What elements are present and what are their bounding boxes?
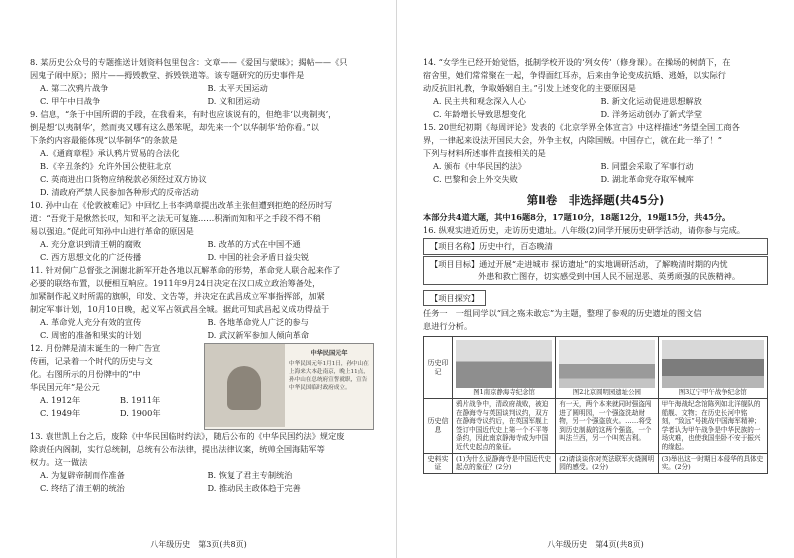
q15-stem-3: 下列与材料所述事件直接相关的是: [423, 148, 546, 158]
jiawu-memorial-photo: [662, 340, 764, 388]
q14-option-a: A. 民主共和观念深入人心: [433, 96, 526, 106]
task-one: [423, 307, 768, 333]
question-10: [30, 199, 375, 264]
q14-stem-2: 宿舍里，她们常常聚在一起，争得面红耳赤，后来由争论变成抗婚、逃婚，以实际行: [423, 70, 726, 80]
photo-caption-2: 图2北京圆明园遗址公园: [572, 388, 641, 396]
question-16-stem: 16. 纵观实进近历史，走访历史遗址。八年级(2)同学开展历史研学活动，请你参与完成。: [423, 225, 745, 235]
q14-option-d: D. 洋务运动创办了新式学堂: [600, 109, 703, 119]
q8-option-b: B. 太平天国运动: [207, 83, 268, 93]
calendar-poster-image: [204, 343, 374, 430]
q11-option-c: C. 周密的准备和果实的计划: [40, 330, 142, 340]
q15-option-b: B. 同盟会采取了军事行动: [600, 161, 694, 171]
site-table: [423, 336, 768, 474]
photo-caption-1: 图1南京静海寺纪念馆: [473, 388, 535, 396]
part-two-title: 第Ⅱ卷 非选择题(共45分): [526, 193, 665, 207]
question-8: [30, 56, 375, 108]
q11-option-b: B. 各地革命党人广泛的参与: [207, 317, 309, 327]
q10-option-d: D. 中国的社会矛盾日益尖锐: [207, 252, 310, 262]
q15-stem-2: 界，一律起来设法开国民大会，外争主权，内除国贼。中国存亡，就在此一举了！”: [423, 135, 722, 145]
project-name-box: 【项目名称】历史中行，百态晚清: [423, 238, 768, 255]
q8-stem-2: 因鬼子闹中原》；照片——拇毁教堂、拆毁铁道等。该专题研究的历史事件是: [30, 70, 305, 80]
poster-heading: 中华民国元年: [310, 350, 348, 357]
q8-option-d: D. 义和团运动: [207, 96, 260, 106]
q12-option-d: D. 1900年: [120, 408, 161, 418]
table-cell-info-3: 甲午海战纪念馆陈列如北洋舰队的船舰、文物；在历史长河中铭刻，“致远”号挑战中国海军精神；学者认为甲午战争是中华民族的一场灾难，也使我国坐卧不安于振兴的缘起。: [658, 399, 767, 454]
q9-option-c: C. 英商进出口货物应纳税款必须经过双方协议: [40, 174, 207, 184]
portrait-image: [205, 344, 285, 427]
table-row: [424, 453, 768, 473]
table-cell-proof-3: (3)举出这一时期日本侵华的具体史实。(2分): [658, 453, 767, 473]
poster-body: 中华民国元年1月1日，孙中山在上海来大本赴南京，晚上11点，孙中山在总统府宣誓就职，宣告中华民国临时政府成立。: [289, 361, 369, 391]
right-page: [397, 0, 794, 558]
question-14: [423, 56, 768, 121]
q12-text: [30, 342, 200, 430]
task-one-line-1: 任务一 一组同学以“回之殇未敢忘”为主题，整理了参观的历史遗址的图文信: [423, 308, 702, 318]
q8-option-c: C. 甲午中日战争: [40, 96, 101, 106]
part-two-intro: 本部分共4道大题，其中16题8分，17题10分，18题12分，19题15分，共45分。: [423, 212, 731, 222]
q13-option-b: B. 恢复了君主专制统治: [207, 470, 293, 480]
q11-options: [30, 316, 375, 342]
q10-stem-3: 易以强迫。”促此可知孙中山进行革命的原因是: [30, 226, 194, 236]
q12-options: [30, 394, 200, 420]
task-one-line-2: 息进行分析。: [423, 321, 473, 331]
q10-stem-2: 道：“吾党于是愀然长叹，知和平之法无可复施……积渐而知和平之手段不得不稍: [30, 213, 321, 223]
q9-stem-1: 9. 信息，“条于中国所谓的手段，在我看来，有时也应该说有的，但绝非‘以夷制夷’，: [30, 109, 337, 119]
q13-stem-3: 权力。这一做法: [30, 457, 88, 467]
q13-option-a: A. 为复辟帝制而作准备: [40, 470, 125, 480]
jinghai-temple-photo: [456, 340, 552, 388]
q15-option-c: C. 巴黎和会上外交失败: [433, 174, 518, 184]
q13-stem-2: 除责任内阁制，实行总统制，总统有公布法律，提出法律议案，统帅全国海陆军等: [30, 444, 325, 454]
question-15: [423, 121, 768, 186]
question-9: [30, 108, 375, 199]
q10-option-c: C. 西方思想文化的广泛传播: [40, 252, 142, 262]
q13-option-d: D. 推动民主政体趋于完善: [207, 483, 301, 493]
q11-stem-4: 制定军事计划，10月10日晚，起义军占领武昌全城。据此可知武昌起义成功得益于: [30, 304, 330, 314]
q9-option-d: D. 清政府严禁人民参加各种形式的反帝活动: [40, 187, 199, 197]
table-row: [424, 399, 768, 454]
poster-caption: [285, 344, 373, 429]
q12-stem-2: 传画，记录着一个时代的历史与文: [30, 356, 153, 366]
table-cell-info-1: 鸦片战争中，清政府战败，被迫在静海寺与英国谈判议约，双方在静海寺议约后，在英国军舰上签订中国近代史上第一个不平等条约，因此南京静海寺成为中国近代史起点的象征。: [453, 399, 556, 454]
q14-stem-3: 动反抗旧礼教，争取婚姻自主。”引发上述变化的主要原因是: [423, 83, 636, 93]
q14-option-c: C. 年龄增长导致思想变化: [433, 109, 527, 119]
right-page-footer: 八年级历史 第4页(共8页): [547, 540, 644, 549]
q8-options: [30, 82, 375, 108]
question-11: [30, 264, 375, 342]
q8-option-a: A. 第二次鸦片战争: [40, 83, 109, 93]
table-cell-photo-2: [556, 337, 658, 399]
question-12: [30, 342, 375, 430]
q12-option-b: B. 1911年: [120, 395, 161, 405]
table-cell-proof-1: (1)为什么说静海寺是中国近代史起点的象征？(2分): [453, 453, 556, 473]
yuanmingyuan-photo: [559, 340, 654, 388]
row-head-imprint: 历史印记: [424, 337, 453, 399]
q14-option-b: B. 新文化运动促进思想解放: [600, 96, 702, 106]
q11-stem-3: 加紧制作起义时所需的旗帜，印发、文告等，并决定在武昌成立军事指挥部，加紧: [30, 291, 325, 301]
project-goal-line-1: 【项目目标】通过开展“走进城市 探访遗址”的实地调研活动，了解晚清时期的内忧: [430, 258, 728, 269]
left-page-footer: 八年级历史 第3页(共8页): [150, 540, 247, 549]
row-head-proof: 史料实证: [424, 453, 453, 473]
q9-option-b: B.《辛丑条约》允许外国公使驻北京: [40, 161, 172, 171]
row-head-info: 历史信息: [424, 399, 453, 454]
q15-options: [423, 160, 768, 186]
table-row: [424, 337, 768, 399]
q9-option-a: A.《通商章程》承认鸦片贸易的合法化: [40, 148, 180, 158]
q13-option-c: C. 终结了清王朝的统治: [40, 483, 125, 493]
q13-stem-1: 13. 袁世凯上台之后，废除《中华民国临时约法》，随后公布的《中华民国约法》规定废: [30, 431, 345, 441]
q8-stem-1: 8. 某历史公众号的专题推送计划资料包里包含：文章——《爱国与蒙昧》；揭帖——《只: [30, 57, 348, 67]
table-cell-photo-3: [658, 337, 767, 399]
q10-option-b: B. 改革的方式在中国不通: [207, 239, 301, 249]
q14-options: [423, 95, 768, 121]
photo-caption-3: 图3辽宁甲午战争纪念馆: [678, 388, 747, 396]
q12-stem-3: 化。右图所示的月份牌中的“中: [30, 369, 141, 379]
q11-stem-1: 11. 针对侗广总督张之洞谢北新军开赴各地以瓦解革命的形势，革命党人联合起来作了: [30, 265, 341, 275]
q9-stem-2: 倒是想‘以夷制华’，然而夷又哪有这么愚笨呢，却先来一个‘以华制华’给你看。”以: [30, 122, 319, 132]
q12-option-a: A. 1912年: [40, 395, 81, 405]
q13-options: [30, 469, 375, 495]
q10-options: [30, 238, 375, 264]
q11-option-a: A. 革命党人充分有效的宣传: [40, 317, 142, 327]
q10-option-a: A. 充分意识到清王朝的腐败: [40, 239, 142, 249]
table-cell-info-2: 有一天，两个本来就同时强盗闯进了圆明园，一个强盗洗劫财物，另一个强盗放火。……将受到历史制裁的这两个强盗，一个叫法兰西，另一个叫英吉利。: [556, 399, 658, 454]
q12-stem-4: 华民国元年”是公元: [30, 382, 100, 392]
q12-stem-1: 12. 月份牌是清末诞生的一种广告宣: [30, 343, 161, 353]
q15-option-d: D. 湖北革命党夺取军械库: [600, 174, 694, 184]
table-cell-proof-2: (2)请谈谈你对英法联军火烧圆明园的感受。(2分): [556, 453, 658, 473]
q11-stem-2: 必要的联络布置，以便相互响应。1911年9月24日决定在汉口成立政治筹备处，: [30, 278, 321, 288]
question-13: [30, 430, 375, 495]
q15-stem-1: 15. 20世纪初期《每周评论》发表的《北京学界全体宣言》中这样描述“务望全国工商各: [423, 122, 740, 132]
q14-stem-1: 14. “女学生已经开始觉悟，抵制学校开设的‘列女传’（修身课）。在操场的树荫下，在: [423, 57, 731, 67]
q9-stem-3: 下条约内容最能体现“以华制华”的条款是: [30, 135, 178, 145]
project-goal-box: [423, 256, 768, 285]
q11-option-d: D. 武汉新军参加人倾向革命: [207, 330, 310, 340]
table-cell-photo-1: [453, 337, 556, 399]
project-explore-label: 【项目探究】: [423, 290, 486, 307]
q12-option-c: C. 1949年: [40, 408, 81, 418]
q10-stem-1: 10. 孙中山在《伦敦被难记》中回忆上书李鸿章提出改革主张但遭到拒绝的经历时写: [30, 200, 333, 210]
q15-option-a: A. 颁布《中华民国约法》: [433, 161, 526, 171]
project-goal-line-2: 外患和救亡图存，切实感受到中国人民不屈逞恶、英勇顽强的民族精神。: [478, 271, 741, 281]
